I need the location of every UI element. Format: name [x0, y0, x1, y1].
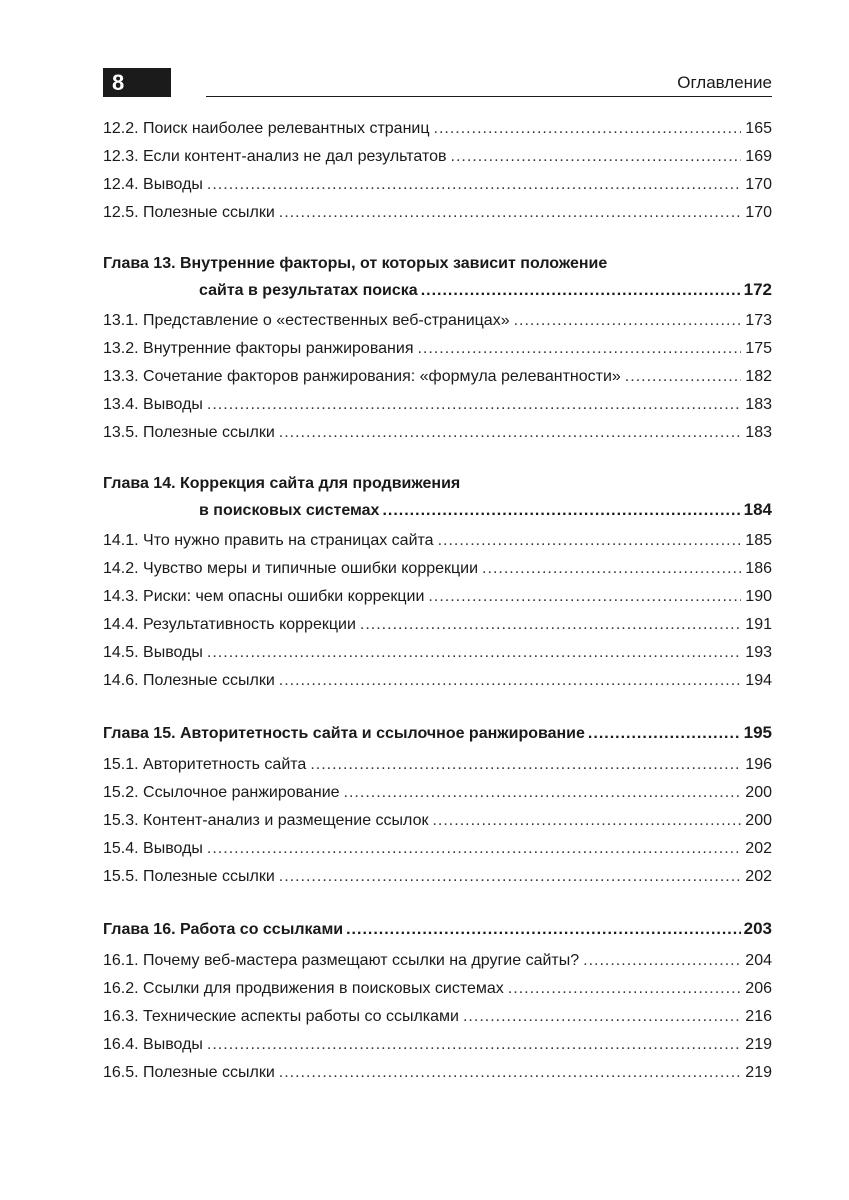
leader-dots	[451, 143, 742, 171]
toc-entry-page: 169	[745, 148, 772, 165]
toc-entry	[103, 199, 772, 227]
leader-dots	[207, 171, 741, 199]
leader-dots	[482, 555, 741, 583]
chapter-page: 184	[743, 500, 772, 519]
toc-entry-page: 200	[745, 812, 772, 829]
table-of-contents	[103, 115, 772, 1087]
toc-entry-page: 186	[745, 560, 772, 577]
toc-entry-page: 183	[745, 396, 772, 413]
toc-entry-page: 190	[745, 588, 772, 605]
toc-chapter	[103, 915, 772, 943]
leader-dots	[279, 1059, 742, 1087]
page-number: 8	[103, 68, 171, 97]
leader-dots	[344, 779, 742, 807]
leader-dots	[514, 307, 742, 335]
leader-dots	[207, 391, 741, 419]
chapter-title: Глава 15. Авторитетность сайта и ссылочное ранжирование	[103, 725, 585, 742]
toc-entry-page: 219	[745, 1036, 772, 1053]
toc-chapter	[103, 471, 772, 523]
toc-entry-page: 196	[745, 756, 772, 773]
leader-dots	[207, 1031, 741, 1059]
chapter-title: Глава 16. Работа со ссылками	[103, 921, 344, 938]
leader-dots	[417, 335, 741, 363]
toc-entry-page: 170	[745, 204, 772, 221]
toc-entry	[103, 807, 772, 835]
toc-entry-title: 13.5. Полезные ссылки	[103, 424, 275, 441]
toc-entry-page: 185	[745, 532, 772, 549]
toc-entry	[103, 527, 772, 555]
toc-entry	[103, 947, 772, 975]
toc-entry	[103, 1059, 772, 1087]
leader-dots	[279, 419, 742, 447]
leader-dots	[428, 583, 741, 611]
toc-entry-page: 200	[745, 784, 772, 801]
running-title: Оглавление	[677, 73, 772, 92]
toc-entry-title: 16.1. Почему веб-мастера размещают ссылки на другие сайты?	[103, 952, 580, 969]
toc-entry-page: 183	[745, 424, 772, 441]
leader-dots	[279, 199, 742, 227]
header-rule	[206, 96, 772, 97]
toc-entry-title: 13.1. Представление о «естественных веб-страницах»	[103, 312, 510, 329]
toc-entry	[103, 835, 772, 863]
toc-entry	[103, 975, 772, 1003]
leader-dots	[279, 667, 742, 695]
toc-entry-page: 175	[745, 340, 772, 357]
leader-dots	[279, 863, 742, 891]
toc-entry-page: 170	[745, 176, 772, 193]
chapter-page: 195	[743, 723, 772, 742]
toc-entry-title: 15.3. Контент-анализ и размещение ссылок	[103, 812, 429, 829]
leader-dots	[625, 363, 742, 391]
chapter-title-line1: Глава 14. Коррекция сайта для продвижения	[103, 475, 461, 492]
leader-dots	[421, 278, 741, 304]
leader-dots	[432, 807, 741, 835]
toc-entry-title: 12.5. Полезные ссылки	[103, 204, 275, 221]
page-header	[103, 68, 772, 98]
toc-entry-page: 202	[745, 868, 772, 885]
toc-entry-title: 15.5. Полезные ссылки	[103, 868, 275, 885]
toc-entry	[103, 667, 772, 695]
toc-entry	[103, 391, 772, 419]
toc-entry	[103, 751, 772, 779]
toc-entry	[103, 419, 772, 447]
toc-chapter	[103, 719, 772, 747]
toc-entry-page: 216	[745, 1008, 772, 1025]
toc-entry	[103, 779, 772, 807]
toc-entry-title: 14.1. Что нужно править на страницах сайта	[103, 532, 434, 549]
toc-entry	[103, 1031, 772, 1059]
toc-entry-title: 16.4. Выводы	[103, 1036, 203, 1053]
leader-dots	[207, 835, 741, 863]
leader-dots	[463, 1003, 741, 1031]
toc-entry-title: 16.5. Полезные ссылки	[103, 1064, 275, 1081]
chapter-page: 203	[743, 919, 772, 938]
toc-entry	[103, 335, 772, 363]
toc-entry-page: 182	[745, 368, 772, 385]
toc-entry-title: 16.3. Технические аспекты работы со ссылками	[103, 1008, 459, 1025]
toc-entry-title: 14.3. Риски: чем опасны ошибки коррекции	[103, 588, 425, 605]
chapter-page: 172	[743, 280, 772, 299]
toc-entry	[103, 143, 772, 171]
toc-entry	[103, 863, 772, 891]
toc-entry-title: 15.4. Выводы	[103, 840, 203, 857]
toc-entry-page: 219	[745, 1064, 772, 1081]
toc-entry-page: 193	[745, 644, 772, 661]
leader-dots	[438, 527, 742, 555]
toc-entry-page: 173	[745, 312, 772, 329]
leader-dots	[583, 947, 741, 975]
toc-entry	[103, 115, 772, 143]
chapter-title-line2: сайта в результатах поиска	[199, 282, 418, 299]
toc-entry	[103, 583, 772, 611]
toc-entry-page: 191	[745, 616, 772, 633]
toc-entry-title: 12.2. Поиск наиболее релевантных страниц	[103, 120, 430, 137]
chapter-title-line2-row	[103, 277, 772, 303]
leader-dots	[382, 498, 740, 524]
toc-entry-page: 165	[745, 120, 772, 137]
toc-entry	[103, 363, 772, 391]
toc-entry-title: 12.4. Выводы	[103, 176, 203, 193]
chapter-title-line2-row	[103, 497, 772, 523]
toc-entry-title: 16.2. Ссылки для продвижения в поисковых системах	[103, 980, 504, 997]
toc-entry-title: 13.2. Внутренние факторы ранжирования	[103, 340, 414, 357]
toc-entry-page: 206	[745, 980, 772, 997]
toc-entry	[103, 171, 772, 199]
toc-entry	[103, 1003, 772, 1031]
toc-entry-title: 14.5. Выводы	[103, 644, 203, 661]
toc-entry-title: 15.2. Ссылочное ранжирование	[103, 784, 340, 801]
toc-entry-title: 12.3. Если контент-анализ не дал результатов	[103, 148, 447, 165]
toc-entry-title: 13.3. Сочетание факторов ранжирования: «формула релевантности»	[103, 368, 621, 385]
leader-dots	[207, 639, 741, 667]
leader-dots	[508, 975, 741, 1003]
toc-entry	[103, 307, 772, 335]
toc-entry-title: 14.2. Чувство меры и типичные ошибки коррекции	[103, 560, 479, 577]
toc-entry-title: 15.1. Авторитетность сайта	[103, 756, 307, 773]
toc-chapter	[103, 251, 772, 303]
toc-entry-title: 14.6. Полезные ссылки	[103, 672, 275, 689]
leader-dots	[434, 115, 742, 143]
chapter-title-line1: Глава 13. Внутренние факторы, от которых зависит положение	[103, 255, 608, 272]
toc-entry	[103, 639, 772, 667]
toc-entry-title: 13.4. Выводы	[103, 396, 203, 413]
chapter-title-line2: в поисковых системах	[199, 502, 380, 519]
toc-entry-page: 204	[745, 952, 772, 969]
toc-entry-page: 194	[745, 672, 772, 689]
leader-dots	[360, 611, 741, 639]
toc-entry-page: 202	[745, 840, 772, 857]
toc-entry-title: 14.4. Результативность коррекции	[103, 616, 356, 633]
leader-dots	[588, 720, 741, 748]
toc-entry	[103, 611, 772, 639]
toc-entry	[103, 555, 772, 583]
leader-dots	[310, 751, 741, 779]
leader-dots	[346, 916, 741, 944]
